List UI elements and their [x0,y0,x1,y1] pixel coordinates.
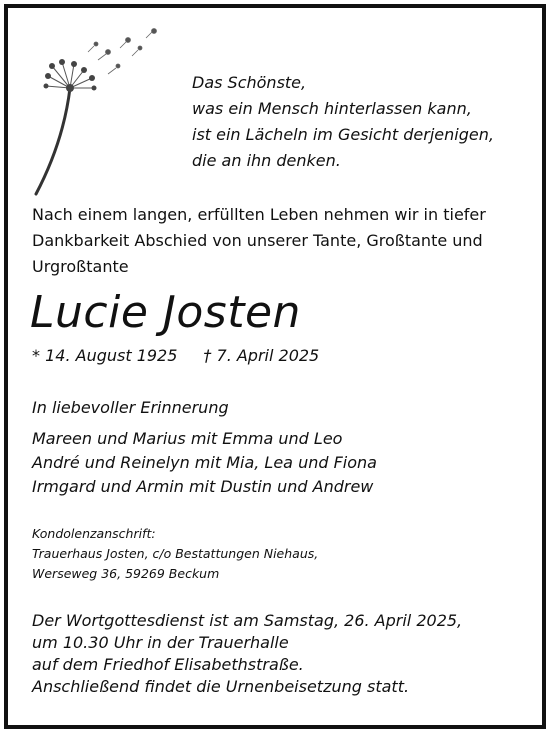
quote-line: ist ein Lächeln im Gesicht derjenigen, [192,125,494,144]
service-line: Der Wortgottesdienst ist am Samstag, 26. April 2025, [32,611,463,630]
remembrance-line: In liebevoller Erinnerung [32,398,229,417]
deceased-name: Lucie Josten [30,287,301,338]
service-line: um 10.30 Uhr in der Trauerhalle [32,633,289,652]
memorial-quote [192,70,494,174]
quote-line: was ein Mensch hinterlassen kann, [192,99,472,118]
quote-line: Das Schönste, [192,73,307,92]
condolence-address [32,524,318,584]
quote-line: die an ihn denken. [192,151,341,170]
condolence-line: Trauerhaus Josten, c/o Bestattungen Niehaus, [32,546,319,561]
intro-text [32,202,522,280]
service-line: Anschließend findet die Urnenbeisetzung statt. [32,677,410,696]
life-dates [32,344,319,368]
mourner-line: Irmgard und Armin mit Dustin und Andrew [32,477,374,496]
mourners-list [32,427,377,499]
service-info [32,610,462,698]
condolence-heading: Kondolenzanschrift: [32,526,156,541]
intro-line: Urgroßtante [32,257,129,276]
intro-line: Nach einem langen, erfüllten Leben nehmen wir in tiefer [32,205,486,224]
mourner-line: Mareen und Marius mit Emma und Leo [32,429,343,448]
death-date: † 7. April 2025 [203,346,320,365]
condolence-line: Werseweg 36, 59269 Beckum [32,566,220,581]
service-line: auf dem Friedhof Elisabethstraße. [32,655,304,674]
mourner-line: André und Reinelyn mit Mia, Lea und Fiona [32,453,377,472]
intro-line: Dankbarkeit Abschied von unserer Tante, Großtante und [32,231,483,250]
birth-date: * 14. August 1925 [32,346,178,365]
dandelion-icon [22,26,172,206]
